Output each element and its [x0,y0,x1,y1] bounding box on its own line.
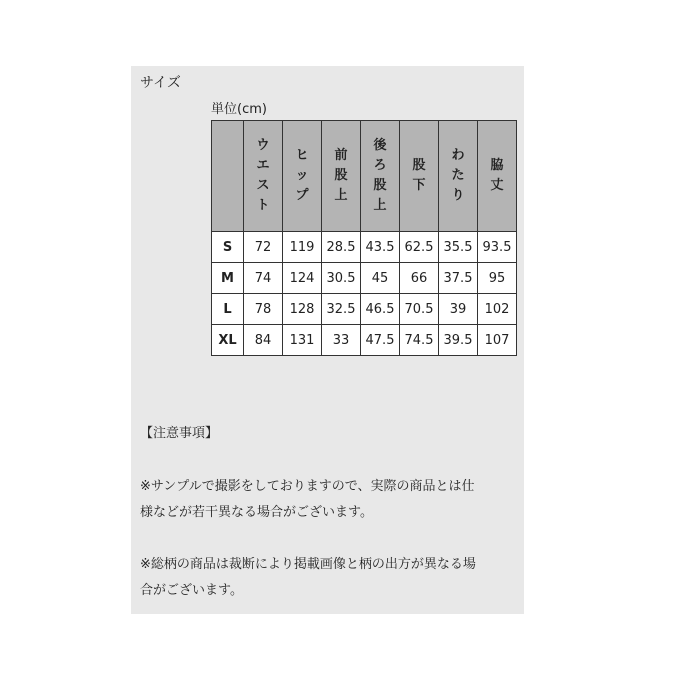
column-header-char: わ [451,148,465,163]
table-cell: 45 [361,263,400,294]
table-row [212,325,517,356]
column-header-label [451,146,464,206]
column-header-label [334,146,347,206]
column-header-char: ろ [373,158,387,173]
column-header-label [295,146,308,206]
header-row [212,121,517,232]
column-header-label [256,136,269,216]
column-header-char: プ [295,188,309,203]
table-cell: 72 [244,232,283,263]
table-cell: 93.5 [478,232,517,263]
column-header [400,121,439,232]
note-line: 様などが若干異なる場合がございます。 [140,505,373,520]
note-sample [140,474,515,526]
column-header-char: ウ [256,138,270,153]
table-cell: 95 [478,263,517,294]
table-cell: 70.5 [400,294,439,325]
column-header [283,121,322,232]
table-row [212,232,517,263]
note-pattern [140,552,515,604]
size-table [211,120,517,356]
column-header-char: 上 [334,188,348,203]
column-header-char: エ [256,158,270,173]
section-title: サイズ [140,75,181,91]
size-label: S [212,232,244,263]
table-cell: 30.5 [322,263,361,294]
column-header [322,121,361,232]
column-header-char: ス [256,178,270,193]
table-cell: 62.5 [400,232,439,263]
table-row [212,294,517,325]
table-cell: 33 [322,325,361,356]
table-cell: 74.5 [400,325,439,356]
note-line: 合がございます。 [140,583,243,598]
table-cell: 28.5 [322,232,361,263]
table-cell: 119 [283,232,322,263]
table-cell: 66 [400,263,439,294]
column-header-char: 丈 [490,178,504,193]
column-header-char: り [451,188,465,203]
table-cell: 46.5 [361,294,400,325]
note-line: ※サンプルで撮影をしておりますので、実際の商品とは仕 [140,479,475,494]
unit-label: 単位(cm) [211,102,267,117]
table-cell: 35.5 [439,232,478,263]
column-header-char: 前 [334,148,348,163]
note-line: ※総柄の商品は裁断により掲載画像と柄の出方が異なる場 [140,557,476,572]
column-header-char: 後 [373,138,387,153]
table-cell: 107 [478,325,517,356]
size-label: L [212,294,244,325]
table-cell: 128 [283,294,322,325]
column-header [478,121,517,232]
table-row [212,263,517,294]
size-label: M [212,263,244,294]
column-header-char: た [451,168,465,183]
column-header-char: 下 [412,178,426,193]
size-label: XL [212,325,244,356]
table-cell: 39 [439,294,478,325]
column-header-char: 脇 [490,158,504,173]
table-cell: 37.5 [439,263,478,294]
table-cell: 43.5 [361,232,400,263]
table-cell: 84 [244,325,283,356]
column-header-char: 上 [373,198,387,213]
column-header-char: ッ [295,168,309,183]
table-cell: 39.5 [439,325,478,356]
notes-heading: 【注意事項】 [140,426,219,441]
table-cell: 124 [283,263,322,294]
table-cell: 131 [283,325,322,356]
column-header-char: 股 [334,168,348,183]
table-cell: 47.5 [361,325,400,356]
column-header-char: ヒ [295,148,309,163]
column-header-label [412,156,425,196]
column-header-char: 股 [412,158,426,173]
column-header-char: ト [256,198,270,213]
column-header [361,121,400,232]
column-header-label [490,156,503,196]
column-header-label [373,136,386,216]
column-header [244,121,283,232]
table-cell: 102 [478,294,517,325]
header-corner [212,121,244,232]
size-info-panel [131,66,524,614]
column-header-char: 股 [373,178,387,193]
table-cell: 74 [244,263,283,294]
column-header [439,121,478,232]
table-cell: 32.5 [322,294,361,325]
table-cell: 78 [244,294,283,325]
